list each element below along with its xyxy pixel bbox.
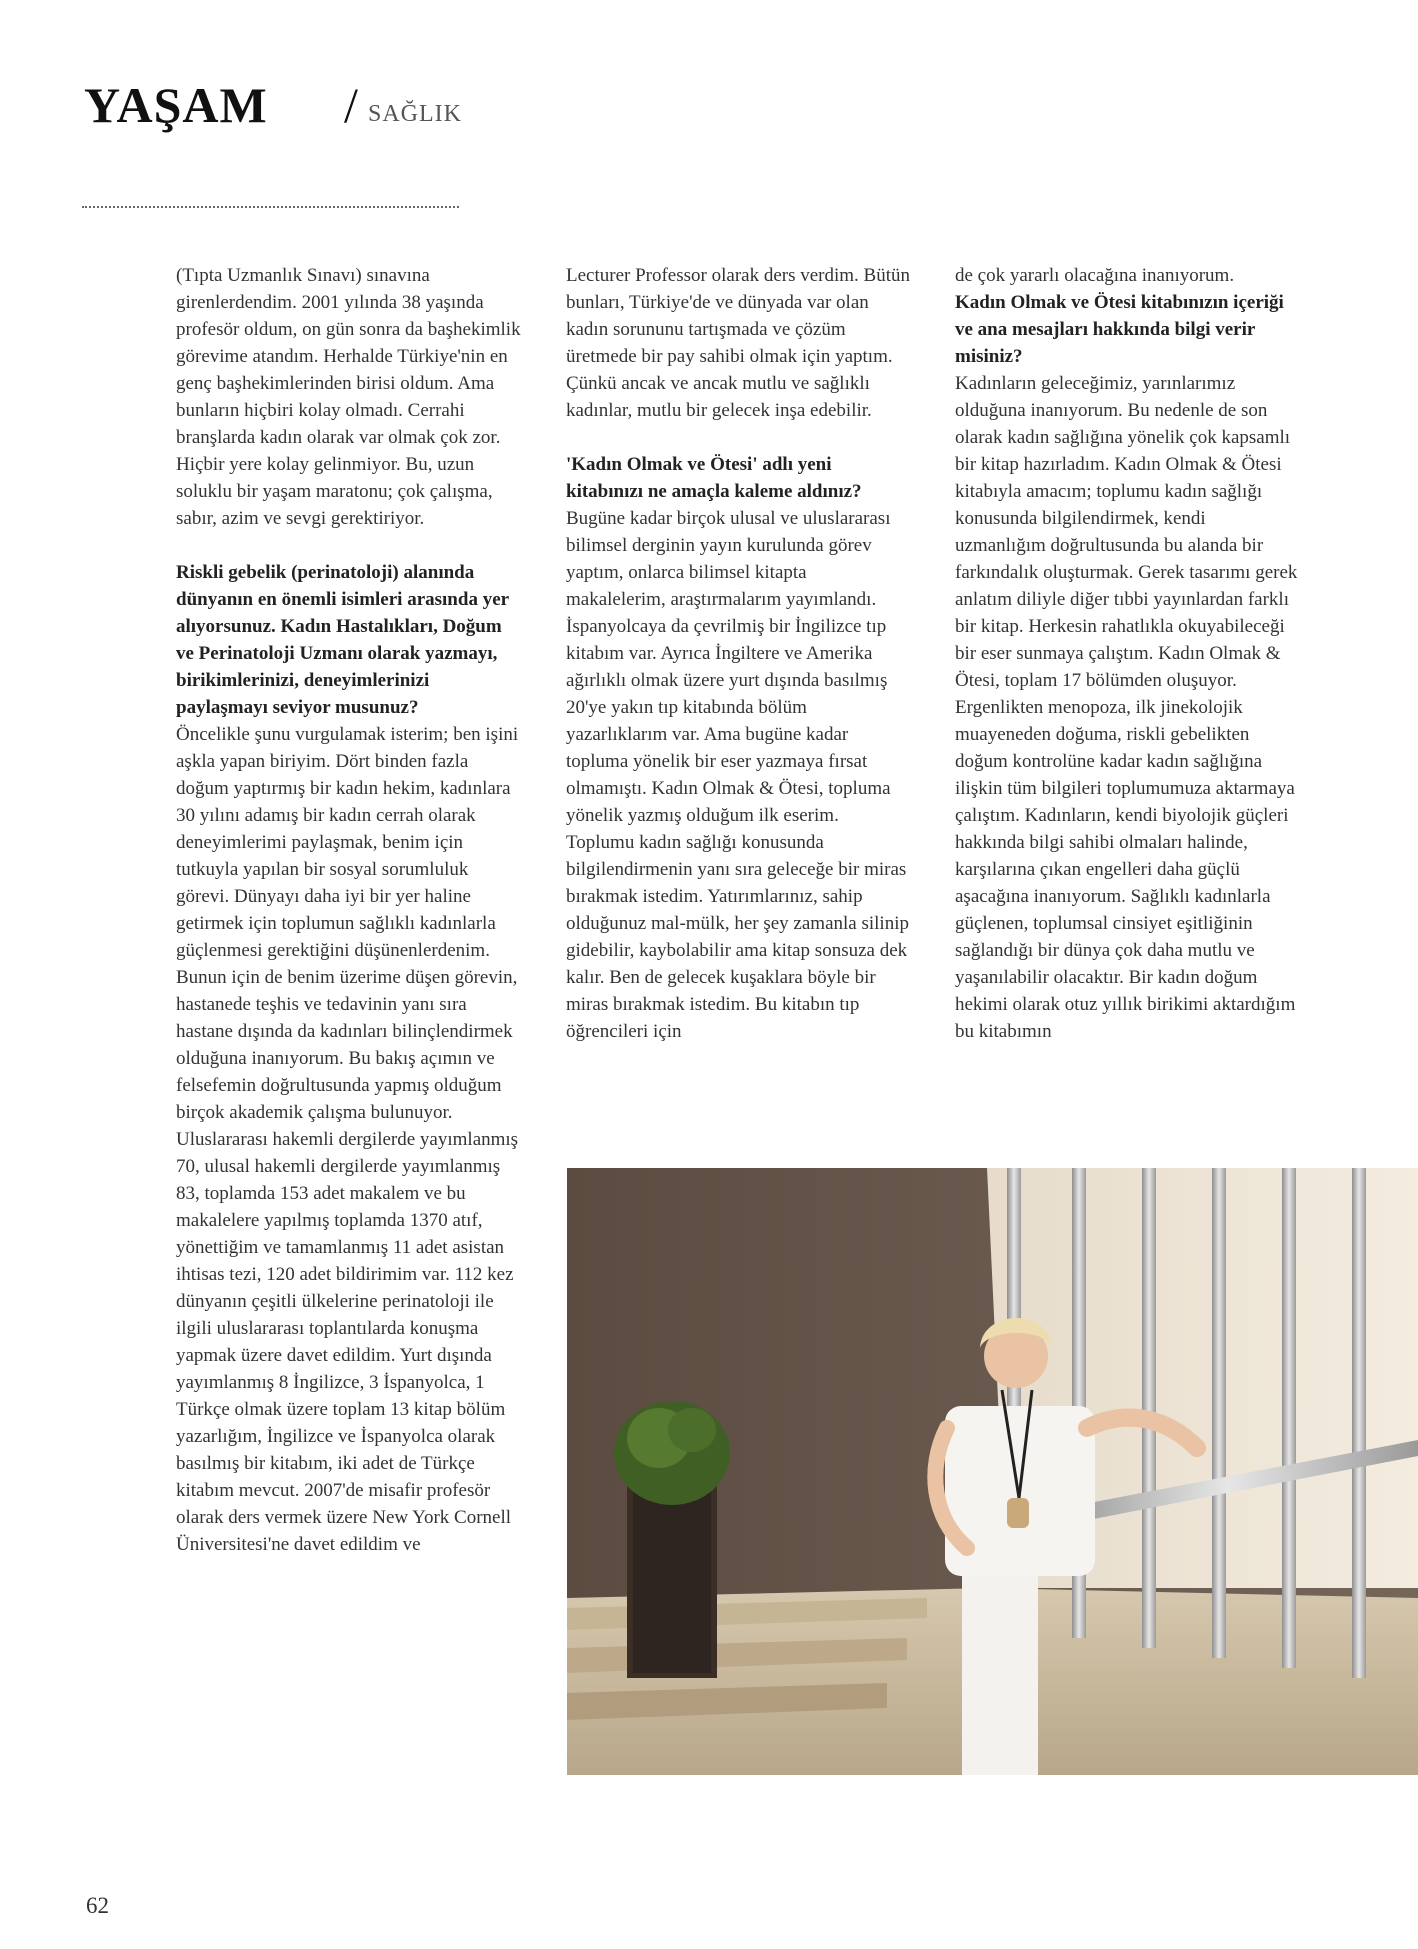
interview-question: Kadın Olmak ve Ötesi kitabınızın içeriği ve ana mesajları hakkında bilgi verir misiniz? [955, 292, 1284, 367]
portrait-photo-illustration [567, 1168, 1418, 1775]
paragraph: Öncelikle şunu vurgulamak isterim; ben işini aşkla yapan biriyim. Dört binden fazla doğum yaptırmış bir kadın hekim, kadınlara 30 yılını adamış bir kadın cerrah olarak deneyimlerimi paylaşmak, benim için tutkuyla yapılan bir sosyal sorumluluk görevi. Dünyayı daha iyi bir yer haline getirmek için toplumun sağlıklı kadınlarla güçlenmesi gerektiğini düşünenlerdenim. Bunun için de benim üzerime düşen görevin, hastanede teşhis ve tedavinin yanı sıra hastane dışında da kadınları bilinçlendirmek olduğuna inanıyorum. Bu bakış açımın ve felsefemin doğrultusunda yapmış olduğum birçok akademik çalışma bulunuyor. Uluslararası hakemli dergilerde yayımlanmış 70, ulusal hakemli dergilerde yayımlanmış 83, toplamda 153 adet makalem ve bu makalelere yapılmış toplamda 1370 atıf, yönettiğim ve tamamlanmış 11 adet asistan ihtisas tezi, 120 adet bildirimim var. 112 kez dünyanın çeşitli ülkelerine perinatoloji ile ilgili uluslararası toplantılarda konuşma yapmak üzere davet edildim. Yurt dışında yayımlanmış 8 İngilizce, 3 İspanyolca, 1 Türkçe olmak üzere toplam 13 kitap bölüm yazarlığım, İngilizce ve İspanyolca olarak basılmış bir kitabım, iki adet de Türkçe kitabım mevcut. 2007'de misafir profesör olarak ders vermek üzere New York Cornell Üniversitesi'ne davet edildim ve [176, 724, 519, 1555]
paragraph: de çok yararlı olacağına inanıyorum. [955, 265, 1235, 286]
section-header [82, 77, 462, 133]
header-dotted-rule [82, 206, 459, 208]
paragraph: Lecturer Professor olarak ders verdim. Bütün bunları, Türkiye'de ve dünyada var olan kadın sorununu tartışmada ve çözüm üretmede bir pay sahibi olmak için yaptım. Çünkü ancak ve ancak mutlu ve sağlıklı kadınlar, mutlu bir gelecek inşa edebilir. [566, 265, 911, 421]
section-divider: / [344, 77, 358, 133]
article-column-3 [955, 262, 1300, 1045]
portrait-photo [567, 1168, 1418, 1775]
article-column-1 [176, 262, 521, 1558]
paragraph: (Tıpta Uzmanlık Sınavı) sınavına girenlerdendim. 2001 yılında 38 yaşında profesör oldum, on gün sonra da başhekimlik görevime atandım. Herhalde Türkiye'nin en genç başhekimlerinden birisi oldum. Ama bunların hiçbiri kolay olmadı. Cerrahi branşlarda kadın olarak var olmak çok zor. Hiçbir yere kolay gelinmiyor. Bu, uzun soluklu bir yaşam maratonu; çok çalışma, sabır, azim ve sevgi gerektiriyor. [176, 265, 521, 529]
section-subtitle: SAĞLIK [368, 101, 462, 127]
paragraph: Kadınların geleceğimiz, yarınlarımız olduğuna inanıyorum. Bu nedenle de son olarak kadın sağlığına yönelik çok kapsamlı bir kitap hazırladım. Kadın Olmak & Ötesi kitabıyla amacım; toplumu kadın sağlığı konusunda bilgilendirmek, kendi uzmanlığım doğrultusunda bu alanda bir farkındalık oluşturmak. Gerek tasarımı gerek anlatım diliyle diğer tıbbi yayınlardan farklı bir kitap. Herkesin rahatlıkla okuyabileceği bir eser sunmaya çalıştım. Kadın Olmak & Ötesi, toplam 17 bölümden oluşuyor. Ergenlikten menopoza, ilk jinekolojik muayeneden doğuma, riskli gebelikten doğum kontrolüne kadar kadın sağlığına ilişkin tüm bilgileri toplumumuza aktarmaya çalıştım. Kadınların, kendi biyolojik güçleri hakkında bilgi sahibi olmaları halinde, karşılarına çıkan engelleri daha güçlü aşacağına inanıyorum. Sağlıklı kadınlarla güçlenen, toplumsal cinsiyet eşitliğinin sağlandığı bir dünya çok daha mutlu ve yaşanılabilir olacaktır. Bir kadın doğum hekimi olarak otuz yıllık birikimi aktardığım bu kitabımın [955, 373, 1298, 1042]
article-column-2 [566, 262, 911, 1045]
page-number: 62 [86, 1893, 109, 1918]
paragraph-gap [566, 424, 911, 451]
interview-question: 'Kadın Olmak ve Ötesi' adlı yeni kitabınızı ne amaçla kaleme aldınız? [566, 454, 862, 502]
paragraph-gap [176, 532, 521, 559]
paragraph: Bugüne kadar birçok ulusal ve uluslararası bilimsel derginin yayın kurulunda görev yaptım, onlarca bilimsel kitapta makalelerim, araştırmalarım yayımlandı. İspanyolcaya da çevrilmiş bir İngilizce tıp kitabım var. Ayrıca İngiltere ve Amerika ağırlıklı olmak üzere yurt dışında basılmış 20'ye yakın tıp kitabında bölüm yazarlıklarım var. Ama bugüne kadar topluma yönelik bir eser yazmaya fırsat olmamıştı. Kadın Olmak & Ötesi, topluma yönelik yazmış olduğum ilk eserim. Toplumu kadın sağlığı konusunda bilgilendirmenin yanı sıra geleceğe bir miras bırakmak istedim. Yatırımlarınız, sahip olduğunuz mal-mülk, her şey zamanla silinip gidebilir, kaybolabilir ama kitap sonsuza dek kalır. Ben de gelecek kuşaklara böyle bir miras bırakmak istedim. Bu kitabın tıp öğrencileri için [566, 508, 909, 1042]
section-title: YAŞAM [84, 77, 268, 133]
interview-question: Riskli gebelik (perinatoloji) alanında dünyanın en önemli isimleri arasında yer alıyorsunuz. Kadın Hastalıkları, Doğum ve Perinatoloji Uzmanı olarak yazmayı, birikimlerinizi, deneyimlerinizi paylaşmayı seviyor musunuz? [176, 562, 509, 718]
